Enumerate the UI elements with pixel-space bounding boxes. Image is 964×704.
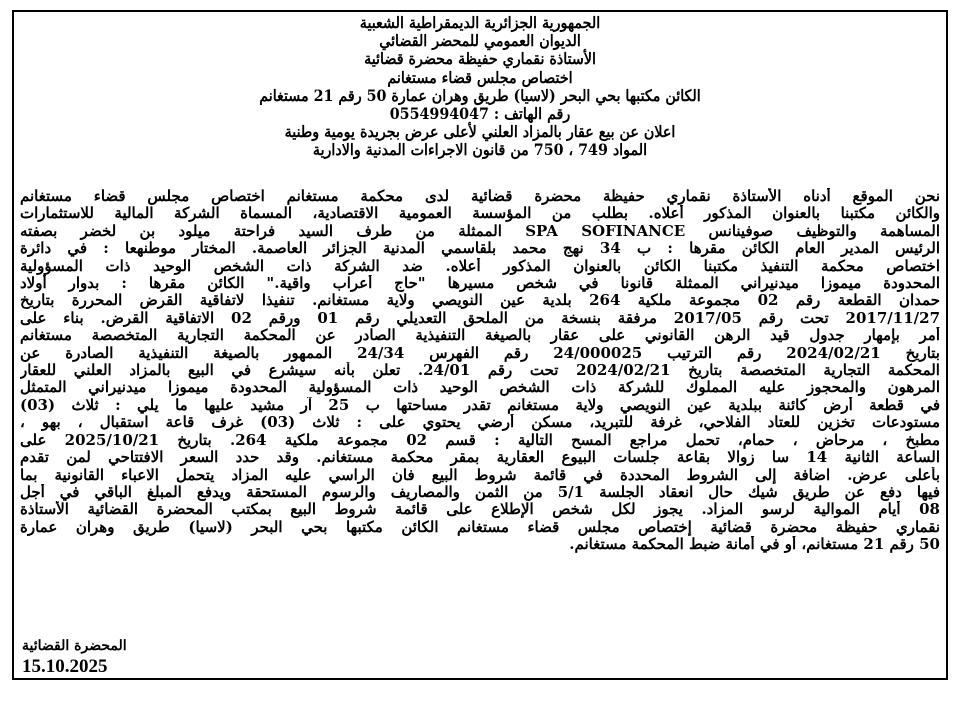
body-line: مطبخ ، مرحاض ، حمام، تحمل مراجع المسح التالية : قسم 02 مجموعة ملكية 264. بتاريخ 2025/10/21 على	[20, 431, 940, 449]
body-line: أمر بإمهار جدول قيد الرهن القانوني على عقار بالصيغة التنفيذية الصادر عن المحكمة التجارية المتخصصة مستغانم	[20, 327, 940, 345]
body-line: المحكمة التجارية المتخصصة بتاريخ 2024/02/21 تحت رقم 24/01. تعلن بأنه سيشرع في البيع بالمزاد العلني للعقار	[20, 362, 940, 380]
body-line: بتاريخ 2024/02/21 رقم الترتيب 24/000025 رقم الفهرس 24/34 الممهور بالصيغة التنفيذية الصادرة عن	[20, 344, 940, 362]
body-line: في قطعة أرض كائنة ببلدية عين النويصي ولاية مستغانم تقدر مساحتها ب 25 آر مشيد عليها ما يلي : ثلاث (03)	[20, 396, 940, 414]
body-line: 2017/11/27 تحت رقم 2017/05 مرفقة بنسخة من الملحق التعديلي رقم 01 ورقم 02 الاتفاقية القرض. بناء على	[20, 309, 940, 327]
header-line-jurisdiction: اختصاص مجلس قضاء مستغانم	[387, 67, 573, 87]
announcement-frame	[12, 10, 948, 680]
announcement-body	[20, 188, 940, 554]
header-line-notice-title: اعلان عن بيع عقار بالمزاد العلني لأعلى عرض بجريدة يومية وطنية	[284, 122, 676, 142]
announcement-header	[14, 14, 946, 160]
body-line: مستودعات تخزين للعتاد الفلاحي، غرفة للتبريد، مسكن أرضي يحتوي على : ثلاث (03) غرف قاعة استقبال ، بهو ،	[20, 414, 940, 432]
header-line-address: الكائن مكتبها بحي البحر (لاسيا) طريق وهران عمارة 50 رقم 21 مستغانم	[259, 85, 701, 105]
body-line: بأعلى عرض. اضافة إلى الشروط المحددة في قائمة شروط البيع فان الراسي عليه المزاد يتحمل الاعباء القانونية بما	[20, 466, 940, 484]
body-line: المرهون والمحجوز عليه المملوك للشركة ذات الشخص الوحيد ذات المسؤولية المحدودة ميموزا ميدنيراني المتمثل	[20, 379, 940, 397]
header-line-phone: رقم الهاتف : 0554994047	[389, 104, 571, 124]
body-line: الساعة الثانية 14 سا زوالا بقاعة جلسات البيوع العقارية بمقر محكمة مستغانم. وقد حدد السعر الافتتاحي لمن تقدم	[20, 449, 940, 467]
signature-block	[22, 637, 127, 679]
body-line: نقماري حفيظة محضرة قضائية إختصاص مجلس قضاء مستغانم الكائن مكتبها بحي البحر (لاسيا) طريق وهران عمارة	[20, 518, 940, 536]
body-line: نحن الموقع أدناه الأستاذة نقماري حفيظة محضرة قضائية لدى محكمة مستغانم اختصاص مجلس قضاء مستغانم	[20, 188, 940, 205]
body-line: المساهمة والتوظيف صوفينانس SPA SOFINANCE الممثلة من طرف السيد فراحتة ميلود بن لخضر بصفته	[20, 222, 940, 240]
body-line: 08 أيام الموالية لرسو المزاد. يجوز لكل شخص الإطلاع على قائمة شروط البيع بمكتب المحضرة القضائية الأستاذة	[20, 501, 940, 519]
header-line-country: الجمهورية الجزائرية الديمقراطية الشعبية	[359, 13, 601, 32]
signature-title: المحضرة القضائية	[22, 638, 127, 654]
body-line: فيها دفع عن طريق شيك حال انعقاد الجلسة 5/1 من الثمن والمصاريف والرسوم المستحقة ويدفع المبلغ الباقي في أجل	[20, 483, 940, 501]
body-line: والكائن مكتبنا بالعنوان المذكور أعلاه. بطلب من المؤسسة العمومية الاقتصادية، المسماة الشركة المالية للاستثمارات	[20, 205, 940, 223]
header-line-articles: المواد 749 ، 750 من قانون الاجراءات المدنية والادارية	[312, 140, 648, 160]
body-line: حمدان القطعة رقم 02 مجموعة ملكية 264 بلدية عين النويصي ولاية مستغانم. تنفيذا لاتفاقية القرض المحررة بتاريخ	[20, 292, 940, 310]
header-line-office: الديوان العمومي للمحضر القضائي	[379, 31, 581, 51]
body-line: المحدودة ميموزا ميدنيراني الممثلة قانونا في شخص مسيرها "حاج أعراب واقية." الكائن مقرها : بدوار أولاد	[20, 275, 940, 293]
body-line: 50 رقم 21 مستغانم، أو في أمانة ضبط المحكمة مستغانم.	[569, 536, 940, 554]
body-line: اختصاص محكمة التنفيذ مكتبنا الكائن بالعنوان المذكور أعلاه. ضد الشركة ذات الشخص الوحيد ذات المسؤولية	[20, 257, 940, 275]
body-line: الرئيس المدير العام الكائن مقرها : ب 34 نهج محمد بلقاسمي المدنية الجزائر العاصمة. المختار موطنهعا : في دائرة	[20, 240, 940, 258]
header-line-bailiff: الأستاذة نقماري حفيظة محضرة قضائية	[364, 49, 596, 69]
signature-date: 15.10.2025	[22, 656, 108, 677]
